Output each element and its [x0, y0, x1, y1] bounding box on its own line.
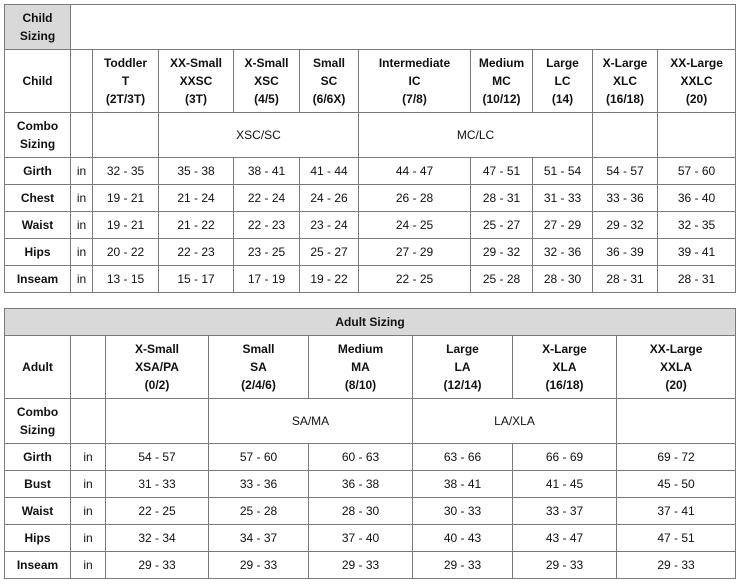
table-cell: 25 - 28	[209, 498, 309, 525]
child-sizing-title: Child Sizing	[5, 5, 71, 50]
combo-unit-blank	[71, 399, 106, 444]
table-cell: 19 - 22	[300, 266, 359, 293]
table-cell: 51 - 54	[533, 158, 593, 185]
table-cell: 29 - 33	[413, 552, 513, 579]
table-cell: 36 - 38	[309, 471, 413, 498]
adult-combo-la-xla: LA/XLA	[413, 399, 617, 444]
table-cell: 26 - 28	[359, 185, 471, 212]
child-size-small: Small SC (6/6X)	[300, 50, 359, 113]
adult-header-label: Adult	[5, 336, 71, 399]
child-size-medium: Medium MC (10/12)	[471, 50, 533, 113]
table-cell: 28 - 30	[309, 498, 413, 525]
table-cell: 19 - 21	[93, 185, 159, 212]
table-cell: 29 - 32	[471, 239, 533, 266]
table-cell: 69 - 72	[617, 444, 736, 471]
table-cell: 25 - 27	[300, 239, 359, 266]
table-cell: 28 - 31	[658, 266, 736, 293]
table-cell: 29 - 33	[617, 552, 736, 579]
table-cell: 39 - 41	[658, 239, 736, 266]
child-title-blank	[71, 5, 736, 50]
combo-unit-blank	[71, 113, 93, 158]
table-row	[5, 239, 736, 266]
child-combo-xsc-sc: XSC/SC	[159, 113, 359, 158]
table-cell: 38 - 41	[234, 158, 300, 185]
unit-cell: in	[71, 266, 93, 293]
table-cell: 29 - 32	[593, 212, 658, 239]
table-cell: 29 - 33	[513, 552, 617, 579]
table-cell: 34 - 37	[209, 525, 309, 552]
table-row	[5, 185, 736, 212]
table-cell: 47 - 51	[471, 158, 533, 185]
table-cell: 29 - 33	[106, 552, 209, 579]
adult-size-large: Large LA (12/14)	[413, 336, 513, 399]
row-label: Inseam	[5, 552, 71, 579]
unit-cell: in	[71, 239, 93, 266]
child-size-toddler: Toddler T (2T/3T)	[93, 50, 159, 113]
table-cell: 33 - 37	[513, 498, 617, 525]
combo-blank	[617, 399, 736, 444]
adult-size-xsmall: X-Small XSA/PA (0/2)	[106, 336, 209, 399]
unit-cell: in	[71, 185, 93, 212]
table-cell: 41 - 45	[513, 471, 617, 498]
row-label: Hips	[5, 525, 71, 552]
child-combo-mc-lc: MC/LC	[359, 113, 593, 158]
table-cell: 29 - 33	[209, 552, 309, 579]
child-sizing-table	[4, 4, 736, 293]
table-cell: 24 - 26	[300, 185, 359, 212]
adult-size-medium: Medium MA (8/10)	[309, 336, 413, 399]
table-cell: 32 - 36	[533, 239, 593, 266]
table-cell: 54 - 57	[593, 158, 658, 185]
unit-cell: in	[71, 525, 106, 552]
table-cell: 31 - 33	[533, 185, 593, 212]
table-cell: 37 - 41	[617, 498, 736, 525]
table-cell: 20 - 22	[93, 239, 159, 266]
row-label: Hips	[5, 239, 71, 266]
table-cell: 57 - 60	[209, 444, 309, 471]
table-cell: 25 - 28	[471, 266, 533, 293]
row-label: Inseam	[5, 266, 71, 293]
table-cell: 33 - 36	[209, 471, 309, 498]
table-row	[5, 552, 736, 579]
table-cell: 66 - 69	[513, 444, 617, 471]
table-cell: 24 - 25	[359, 212, 471, 239]
unit-cell: in	[71, 444, 106, 471]
unit-header-blank	[71, 336, 106, 399]
table-cell: 22 - 25	[106, 498, 209, 525]
table-cell: 17 - 19	[234, 266, 300, 293]
adult-size-xxlarge: XX-Large XXLA (20)	[617, 336, 736, 399]
table-cell: 27 - 29	[533, 212, 593, 239]
table-row	[5, 266, 736, 293]
table-cell: 41 - 44	[300, 158, 359, 185]
table-cell: 25 - 27	[471, 212, 533, 239]
table-cell: 15 - 17	[159, 266, 234, 293]
child-combo-label: Combo Sizing	[5, 113, 71, 158]
table-row	[5, 158, 736, 185]
adult-size-small: Small SA (2/4/6)	[209, 336, 309, 399]
table-row	[5, 212, 736, 239]
table-cell: 22 - 23	[159, 239, 234, 266]
table-cell: 45 - 50	[617, 471, 736, 498]
unit-header-blank	[71, 50, 93, 113]
unit-cell: in	[71, 552, 106, 579]
table-cell: 27 - 29	[359, 239, 471, 266]
row-label: Bust	[5, 471, 71, 498]
table-row	[5, 498, 736, 525]
unit-cell: in	[71, 158, 93, 185]
table-cell: 36 - 39	[593, 239, 658, 266]
adult-sizing-table	[4, 308, 736, 579]
row-label: Girth	[5, 444, 71, 471]
child-size-xxsmall: XX-Small XXSC (3T)	[159, 50, 234, 113]
row-label: Girth	[5, 158, 71, 185]
table-cell: 33 - 36	[593, 185, 658, 212]
table-cell: 19 - 21	[93, 212, 159, 239]
row-label: Waist	[5, 498, 71, 525]
table-cell: 36 - 40	[658, 185, 736, 212]
table-cell: 63 - 66	[413, 444, 513, 471]
table-cell: 32 - 35	[658, 212, 736, 239]
child-size-xxlarge: XX-Large XXLC (20)	[658, 50, 736, 113]
table-cell: 40 - 43	[413, 525, 513, 552]
table-cell: 22 - 23	[234, 212, 300, 239]
table-cell: 23 - 25	[234, 239, 300, 266]
unit-cell: in	[71, 212, 93, 239]
table-cell: 32 - 35	[93, 158, 159, 185]
child-header-label: Child	[5, 50, 71, 113]
adult-sizing-title: Adult Sizing	[5, 309, 736, 336]
table-cell: 23 - 24	[300, 212, 359, 239]
table-cell: 13 - 15	[93, 266, 159, 293]
child-size-xlarge: X-Large XLC (16/18)	[593, 50, 658, 113]
table-cell: 54 - 57	[106, 444, 209, 471]
unit-cell: in	[71, 498, 106, 525]
table-cell: 28 - 30	[533, 266, 593, 293]
table-cell: 38 - 41	[413, 471, 513, 498]
combo-blank	[106, 399, 209, 444]
child-size-large: Large LC (14)	[533, 50, 593, 113]
table-cell: 28 - 31	[471, 185, 533, 212]
combo-blank	[593, 113, 658, 158]
table-cell: 57 - 60	[658, 158, 736, 185]
table-cell: 60 - 63	[309, 444, 413, 471]
adult-size-xlarge: X-Large XLA (16/18)	[513, 336, 617, 399]
table-cell: 28 - 31	[593, 266, 658, 293]
row-label: Chest	[5, 185, 71, 212]
combo-blank	[658, 113, 736, 158]
table-cell: 22 - 24	[234, 185, 300, 212]
adult-combo-label: Combo Sizing	[5, 399, 71, 444]
child-size-xsmall: X-Small XSC (4/5)	[234, 50, 300, 113]
table-row	[5, 444, 736, 471]
table-cell: 44 - 47	[359, 158, 471, 185]
row-label: Waist	[5, 212, 71, 239]
table-cell: 22 - 25	[359, 266, 471, 293]
table-cell: 21 - 22	[159, 212, 234, 239]
table-row	[5, 471, 736, 498]
table-cell: 47 - 51	[617, 525, 736, 552]
table-cell: 37 - 40	[309, 525, 413, 552]
table-row	[5, 525, 736, 552]
table-cell: 21 - 24	[159, 185, 234, 212]
adult-combo-sa-ma: SA/MA	[209, 399, 413, 444]
unit-cell: in	[71, 471, 106, 498]
child-size-intermediate: Intermediate IC (7/8)	[359, 50, 471, 113]
table-cell: 29 - 33	[309, 552, 413, 579]
combo-blank	[93, 113, 159, 158]
table-cell: 35 - 38	[159, 158, 234, 185]
table-cell: 32 - 34	[106, 525, 209, 552]
table-cell: 30 - 33	[413, 498, 513, 525]
table-cell: 31 - 33	[106, 471, 209, 498]
table-cell: 43 - 47	[513, 525, 617, 552]
